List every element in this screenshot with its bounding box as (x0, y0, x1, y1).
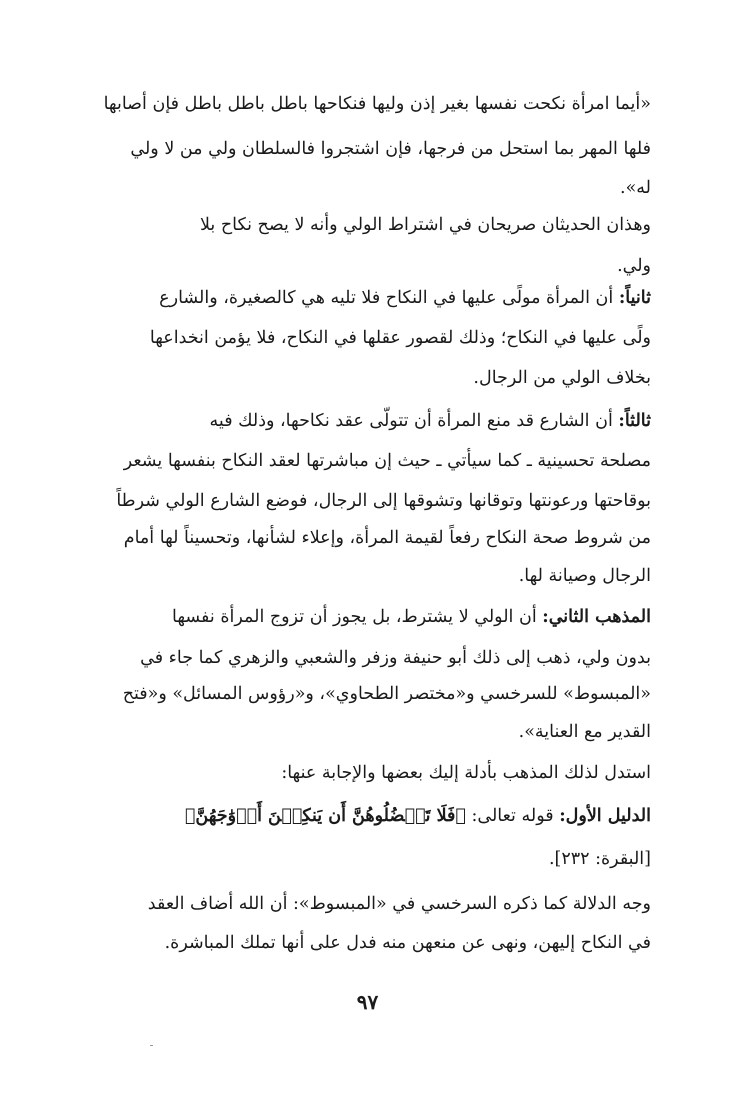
line-text: ولي. (617, 256, 651, 276)
text-line (123, 682, 651, 706)
line-text: «المبسوط» للسرخسي و«مختصر الطحاوي»، و«رؤوس المسائل» و«فتح (122, 684, 651, 704)
line-text: وهذان الحديثان صريحان في اشتراط الولي وأنه لا يصح نكاح بلا (199, 215, 651, 235)
text-line (200, 213, 651, 237)
line-text: استدل لذلك المذهب بأدلة إليك بعضها والإجابة عنها: (281, 763, 651, 783)
text-line (210, 409, 651, 433)
text-line (617, 254, 651, 278)
line-text: وجه الدلالة كما ذكره السرخسي في «المبسوط»: أن الله أضاف العقد (147, 894, 651, 914)
line-text: بوقاحتها ورعونتها وتوقانها وتشوقها إلى الرجال، فوضع الشارع الولي شرطاً (116, 491, 651, 511)
line-text: القدير مع العناية». (518, 722, 651, 742)
text-line (172, 605, 651, 629)
section-label: ثالثاً: (618, 411, 651, 431)
text-line (519, 720, 651, 744)
line-text: قوله تعالى: (465, 806, 560, 826)
line-text: أن المرأة مولًى عليها في النكاح فلا تليه هي كالصغيرة، والشارع (159, 288, 619, 308)
line-text: بخلاف الولي من الرجال. (473, 368, 651, 388)
text-line (116, 489, 651, 513)
line-text: من شروط صحة النكاح رفعاً لقيمة المرأة، وإعلاء لشأنها، وتحسيناً لها أمام (123, 528, 651, 548)
text-line (165, 931, 651, 955)
section-label: الدليل الأول: (559, 806, 651, 826)
line-text: [البقرة: ٢٣٢]. (548, 849, 651, 869)
section-label: المذهب الثاني: (542, 607, 651, 627)
line-text: مصلحة تحسينية ـ كما سيأتي ـ حيث إن مباشرتها لعقد النكاح بنفسها يشعر (123, 451, 651, 471)
line-text: في النكاح إليهن، ونهى عن منعهن منه فدل على أنها تملك المباشرة. (164, 933, 651, 953)
line-text: الرجال وصيانة لها. (518, 566, 651, 586)
line-text: له». (620, 178, 651, 198)
text-line (620, 176, 651, 200)
section-label: ثانياً: (618, 288, 651, 308)
line-text: أن الولي لا يشترط، بل يجوز أن تزوج المرأة نفسها (172, 607, 543, 627)
text-line (185, 804, 651, 828)
text-line (281, 761, 651, 785)
text-line (473, 366, 651, 390)
line-text: «أيما امرأة نكحت نفسها بغير إذن وليها فنكاحها باطل باطل باطل فإن أصابها (103, 94, 651, 114)
line-text: ولًى عليها في النكاح؛ وذلك لقصور عقلها في النكاح، فلا يؤمن انخداعها (149, 328, 651, 348)
text-line (124, 449, 651, 473)
text-line (140, 646, 651, 670)
quran-verse: ﴿فَلَا تَعۡضُلُوهُنَّ أَن يَنكِحۡنَ أَزۡوَٰجَهُنَّ﴾ (184, 806, 466, 826)
line-text: أن الشارع قد منع المرأة أن تتولّى عقد نكاحها، وذلك فيه (209, 411, 619, 431)
text-line (159, 286, 651, 310)
line-text: بدون ولي، ذهب إلى ذلك أبو حنيفة وزفر والشعبي والزهري كما جاء في (140, 648, 651, 668)
text-line (130, 137, 651, 161)
line-text: فلها المهر بما استحل من فرجها، فإن اشتجروا فالسلطان ولي من لا ولي (130, 139, 651, 159)
scan-speck (150, 1045, 153, 1046)
text-line (519, 564, 651, 588)
text-line (104, 92, 651, 116)
text-line (124, 526, 651, 550)
text-line (549, 847, 651, 871)
text-line (148, 892, 651, 916)
text-line (150, 326, 651, 350)
page-number: ٩٧ (356, 990, 379, 1014)
